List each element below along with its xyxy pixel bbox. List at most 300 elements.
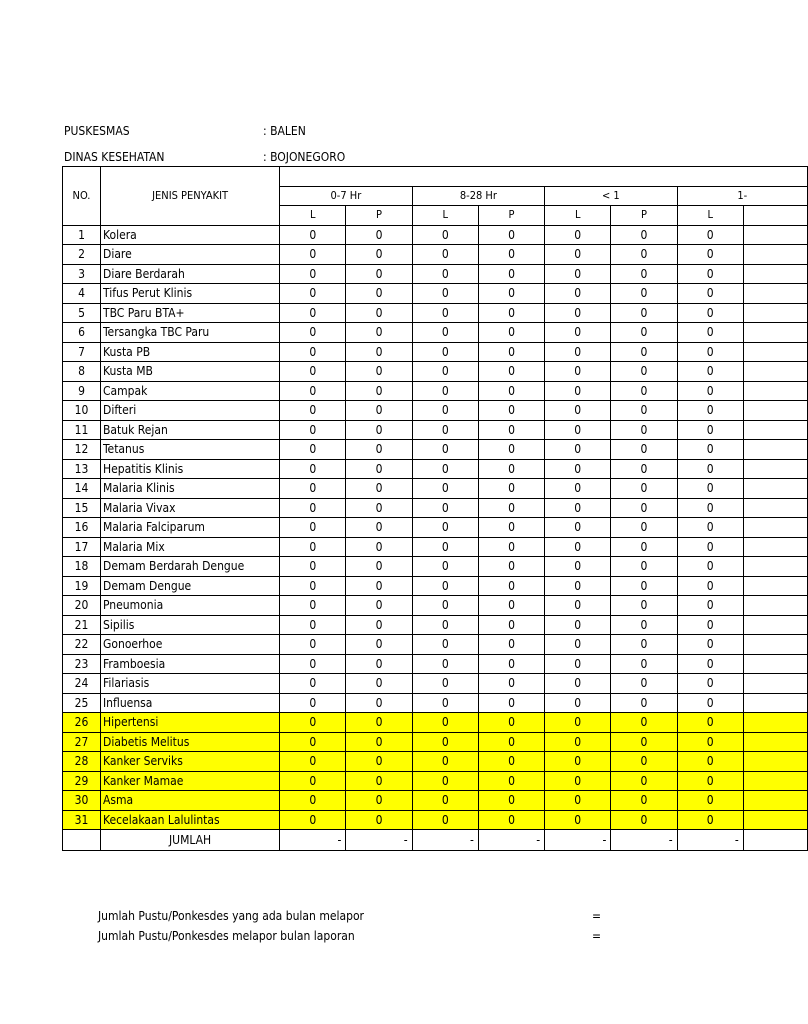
case-count: 0 — [412, 459, 478, 479]
footer-line2-eq: = — [592, 929, 602, 943]
case-count: 0 — [346, 791, 412, 811]
case-count: 0 — [478, 401, 544, 421]
total-value-cut — [743, 830, 807, 851]
case-count-cut — [743, 420, 807, 440]
table-row — [63, 576, 808, 596]
case-count: 0 — [412, 674, 478, 694]
row-number: 18 — [63, 557, 101, 577]
case-count: 0 — [280, 518, 346, 538]
case-count: 0 — [545, 284, 611, 304]
case-count: 0 — [280, 381, 346, 401]
case-count-cut — [743, 732, 807, 752]
case-count: 0 — [478, 342, 544, 362]
case-count: 0 — [346, 479, 412, 499]
case-count: 0 — [280, 342, 346, 362]
row-number: 17 — [63, 537, 101, 557]
row-number: 12 — [63, 440, 101, 460]
puskesmas-label: PUSKESMAS — [64, 124, 130, 138]
case-count: 0 — [280, 693, 346, 713]
row-number: 6 — [63, 323, 101, 343]
case-count: 0 — [677, 615, 743, 635]
case-count: 0 — [478, 596, 544, 616]
table-row — [63, 674, 808, 694]
table-row — [63, 362, 808, 382]
case-count: 0 — [346, 557, 412, 577]
case-count: 0 — [545, 810, 611, 830]
disease-name: Hepatitis Klinis — [101, 459, 280, 479]
table-row — [63, 537, 808, 557]
table-row — [63, 596, 808, 616]
case-count: 0 — [280, 732, 346, 752]
case-count: 0 — [346, 440, 412, 460]
total-label: JUMLAH — [101, 830, 280, 851]
table-row — [63, 498, 808, 518]
case-count: 0 — [412, 225, 478, 245]
case-count: 0 — [478, 635, 544, 655]
case-count: 0 — [611, 771, 677, 791]
case-count: 0 — [611, 557, 677, 577]
case-count: 0 — [280, 537, 346, 557]
case-count: 0 — [478, 771, 544, 791]
case-count: 0 — [611, 381, 677, 401]
case-count: 0 — [677, 323, 743, 343]
case-count: 0 — [280, 225, 346, 245]
case-count: 0 — [412, 264, 478, 284]
case-count: 0 — [412, 440, 478, 460]
case-count: 0 — [611, 674, 677, 694]
case-count: 0 — [677, 459, 743, 479]
case-count-cut — [743, 440, 807, 460]
table-row — [63, 284, 808, 304]
disease-name: Tersangka TBC Paru — [101, 323, 280, 343]
case-count: 0 — [545, 498, 611, 518]
case-count: 0 — [677, 342, 743, 362]
case-count-cut — [743, 791, 807, 811]
case-count-cut — [743, 810, 807, 830]
disease-table — [62, 166, 808, 851]
footer-line2-label: Jumlah Pustu/Ponkesdes melapor bulan laporan — [98, 929, 355, 943]
disease-name: Kusta MB — [101, 362, 280, 382]
case-count: 0 — [280, 674, 346, 694]
case-count: 0 — [412, 615, 478, 635]
case-count: 0 — [677, 732, 743, 752]
age-group-8-28: 8-28 Hr — [412, 186, 544, 206]
case-count: 0 — [346, 420, 412, 440]
case-count: 0 — [478, 479, 544, 499]
row-number: 10 — [63, 401, 101, 421]
case-count: 0 — [346, 303, 412, 323]
case-count: 0 — [611, 342, 677, 362]
total-value: - — [545, 830, 611, 851]
case-count: 0 — [412, 420, 478, 440]
case-count: 0 — [280, 596, 346, 616]
case-count: 0 — [677, 362, 743, 382]
case-count: 0 — [346, 284, 412, 304]
case-count: 0 — [677, 654, 743, 674]
case-count: 0 — [611, 752, 677, 772]
no-header: NO. — [63, 186, 101, 206]
case-count: 0 — [611, 245, 677, 265]
table-row — [63, 752, 808, 772]
case-count: 0 — [545, 420, 611, 440]
total-value: - — [611, 830, 677, 851]
case-count: 0 — [545, 576, 611, 596]
case-count-cut — [743, 713, 807, 733]
case-count: 0 — [346, 654, 412, 674]
case-count-cut — [743, 401, 807, 421]
case-count: 0 — [545, 225, 611, 245]
table-row — [63, 615, 808, 635]
case-count: 0 — [412, 518, 478, 538]
case-count-cut — [743, 284, 807, 304]
case-count: 0 — [346, 264, 412, 284]
case-count: 0 — [346, 810, 412, 830]
case-count: 0 — [412, 381, 478, 401]
case-count: 0 — [412, 284, 478, 304]
case-count: 0 — [412, 810, 478, 830]
disease-name: Asma — [101, 791, 280, 811]
case-count: 0 — [677, 713, 743, 733]
sex-label: P — [346, 206, 412, 226]
case-count: 0 — [677, 674, 743, 694]
case-count: 0 — [346, 752, 412, 772]
case-count-cut — [743, 576, 807, 596]
case-count-cut — [743, 518, 807, 538]
case-count: 0 — [478, 264, 544, 284]
total-value: - — [677, 830, 743, 851]
row-number: 16 — [63, 518, 101, 538]
total-value: - — [280, 830, 346, 851]
case-count: 0 — [611, 732, 677, 752]
case-count: 0 — [280, 459, 346, 479]
case-count: 0 — [280, 810, 346, 830]
case-count: 0 — [280, 752, 346, 772]
sex-label: L — [412, 206, 478, 226]
table-row — [63, 381, 808, 401]
row-number: 26 — [63, 713, 101, 733]
case-count: 0 — [611, 635, 677, 655]
case-count: 0 — [478, 791, 544, 811]
disease-name: Kanker Mamae — [101, 771, 280, 791]
table-row — [63, 440, 808, 460]
table-row — [63, 771, 808, 791]
table-row — [63, 245, 808, 265]
case-count: 0 — [478, 381, 544, 401]
case-count-cut — [743, 362, 807, 382]
case-count: 0 — [545, 479, 611, 499]
case-count: 0 — [478, 537, 544, 557]
row-number: 13 — [63, 459, 101, 479]
disease-name: Malaria Falciparum — [101, 518, 280, 538]
case-count: 0 — [346, 459, 412, 479]
case-count-cut — [743, 245, 807, 265]
case-count: 0 — [545, 537, 611, 557]
row-number: 29 — [63, 771, 101, 791]
case-count: 0 — [346, 381, 412, 401]
case-count: 0 — [478, 693, 544, 713]
case-count: 0 — [346, 635, 412, 655]
row-number: 7 — [63, 342, 101, 362]
case-count: 0 — [677, 264, 743, 284]
case-count-cut — [743, 674, 807, 694]
case-count-cut — [743, 557, 807, 577]
case-count: 0 — [478, 303, 544, 323]
case-count: 0 — [545, 791, 611, 811]
case-count: 0 — [280, 615, 346, 635]
case-count: 0 — [412, 537, 478, 557]
case-count: 0 — [545, 615, 611, 635]
disease-name: Diare Berdarah — [101, 264, 280, 284]
row-number: 28 — [63, 752, 101, 772]
no-header-top — [63, 167, 101, 187]
case-count: 0 — [611, 479, 677, 499]
disease-name: Hipertensi — [101, 713, 280, 733]
case-count: 0 — [478, 323, 544, 343]
case-count: 0 — [280, 284, 346, 304]
case-count: 0 — [611, 420, 677, 440]
case-count: 0 — [346, 732, 412, 752]
disease-name: Kolera — [101, 225, 280, 245]
case-count: 0 — [412, 498, 478, 518]
case-count: 0 — [611, 810, 677, 830]
case-count: 0 — [545, 342, 611, 362]
case-count: 0 — [478, 557, 544, 577]
case-count: 0 — [677, 771, 743, 791]
case-count: 0 — [677, 303, 743, 323]
table-row — [63, 264, 808, 284]
case-count: 0 — [412, 576, 478, 596]
row-number: 20 — [63, 596, 101, 616]
case-count: 0 — [611, 654, 677, 674]
case-count-cut — [743, 479, 807, 499]
case-count: 0 — [478, 713, 544, 733]
row-number: 9 — [63, 381, 101, 401]
case-count-cut — [743, 654, 807, 674]
case-count: 0 — [280, 557, 346, 577]
disease-name: Framboesia — [101, 654, 280, 674]
case-count: 0 — [280, 303, 346, 323]
row-number: 2 — [63, 245, 101, 265]
case-count: 0 — [478, 420, 544, 440]
case-count: 0 — [545, 323, 611, 343]
case-count: 0 — [280, 791, 346, 811]
case-count: 0 — [545, 557, 611, 577]
case-count: 0 — [677, 479, 743, 499]
case-count: 0 — [677, 693, 743, 713]
sex-label: L — [280, 206, 346, 226]
case-count: 0 — [280, 498, 346, 518]
case-count: 0 — [478, 362, 544, 382]
case-count: 0 — [545, 771, 611, 791]
case-count: 0 — [677, 752, 743, 772]
disease-name: Malaria Klinis — [101, 479, 280, 499]
table-row — [63, 557, 808, 577]
case-count: 0 — [545, 635, 611, 655]
case-count: 0 — [611, 440, 677, 460]
case-count: 0 — [611, 498, 677, 518]
case-count-cut — [743, 635, 807, 655]
table-row — [63, 323, 808, 343]
disease-name: Influensa — [101, 693, 280, 713]
case-count: 0 — [611, 401, 677, 421]
row-number: 24 — [63, 674, 101, 694]
table-row — [63, 401, 808, 421]
case-count: 0 — [677, 225, 743, 245]
disease-name: Tetanus — [101, 440, 280, 460]
case-count: 0 — [478, 576, 544, 596]
table-row — [63, 693, 808, 713]
case-count: 0 — [280, 771, 346, 791]
case-count: 0 — [478, 459, 544, 479]
total-value: - — [412, 830, 478, 851]
row-number: 3 — [63, 264, 101, 284]
case-count: 0 — [677, 596, 743, 616]
header-row-top — [63, 167, 808, 187]
case-count: 0 — [611, 537, 677, 557]
case-count: 0 — [545, 518, 611, 538]
table-row — [63, 420, 808, 440]
case-count: 0 — [545, 732, 611, 752]
table-row — [63, 810, 808, 830]
case-count: 0 — [412, 557, 478, 577]
case-count-cut — [743, 303, 807, 323]
case-count-cut — [743, 459, 807, 479]
case-count: 0 — [346, 401, 412, 421]
row-number: 31 — [63, 810, 101, 830]
case-count: 0 — [545, 264, 611, 284]
case-count: 0 — [412, 771, 478, 791]
case-count: 0 — [478, 498, 544, 518]
case-count: 0 — [677, 557, 743, 577]
row-number: 11 — [63, 420, 101, 440]
age-group-1-plus: 1- — [677, 186, 807, 206]
no-header-bottom — [63, 206, 101, 226]
case-count-cut — [743, 615, 807, 635]
case-count: 0 — [412, 342, 478, 362]
row-number: 8 — [63, 362, 101, 382]
case-count: 0 — [280, 245, 346, 265]
case-count: 0 — [346, 245, 412, 265]
table-row — [63, 654, 808, 674]
disease-name: Kusta PB — [101, 342, 280, 362]
disease-name: Gonoerhoe — [101, 635, 280, 655]
sex-label: L — [677, 206, 743, 226]
case-count-cut — [743, 323, 807, 343]
row-number: 1 — [63, 225, 101, 245]
name-header: JENIS PENYAKIT — [101, 186, 280, 206]
case-count: 0 — [677, 381, 743, 401]
table-row — [63, 342, 808, 362]
case-count-cut — [743, 498, 807, 518]
case-count: 0 — [478, 225, 544, 245]
row-number: 27 — [63, 732, 101, 752]
case-count: 0 — [478, 674, 544, 694]
case-count: 0 — [611, 693, 677, 713]
disease-name: Diare — [101, 245, 280, 265]
case-count: 0 — [346, 225, 412, 245]
case-count: 0 — [412, 752, 478, 772]
footer-line1-eq: = — [592, 909, 602, 923]
case-count: 0 — [545, 596, 611, 616]
case-count: 0 — [478, 810, 544, 830]
case-count: 0 — [677, 537, 743, 557]
case-count: 0 — [412, 303, 478, 323]
case-count: 0 — [677, 245, 743, 265]
table-row — [63, 479, 808, 499]
case-count: 0 — [545, 362, 611, 382]
row-number: 19 — [63, 576, 101, 596]
case-count: 0 — [412, 693, 478, 713]
case-count: 0 — [545, 752, 611, 772]
case-count: 0 — [412, 362, 478, 382]
case-count: 0 — [677, 635, 743, 655]
header-row-sex — [63, 206, 808, 226]
case-count-cut — [743, 225, 807, 245]
case-count: 0 — [677, 518, 743, 538]
footer-line1-label: Jumlah Pustu/Ponkesdes yang ada bulan melapor — [98, 909, 364, 923]
case-count: 0 — [346, 596, 412, 616]
table-row — [63, 225, 808, 245]
case-count: 0 — [478, 752, 544, 772]
case-count: 0 — [346, 674, 412, 694]
disease-name: Batuk Rejan — [101, 420, 280, 440]
row-number: 23 — [63, 654, 101, 674]
header-row-age — [63, 186, 808, 206]
sex-label: P — [478, 206, 544, 226]
disease-name: Campak — [101, 381, 280, 401]
row-number: 25 — [63, 693, 101, 713]
case-count-cut — [743, 752, 807, 772]
case-count: 0 — [677, 420, 743, 440]
case-count: 0 — [611, 225, 677, 245]
row-number: 4 — [63, 284, 101, 304]
case-count: 0 — [346, 713, 412, 733]
case-count: 0 — [280, 713, 346, 733]
table-row — [63, 459, 808, 479]
age-group-under-1: < 1 — [545, 186, 677, 206]
table-row — [63, 635, 808, 655]
row-number: 30 — [63, 791, 101, 811]
case-count: 0 — [478, 440, 544, 460]
case-count: 0 — [545, 440, 611, 460]
total-no — [63, 830, 101, 851]
total-value: - — [478, 830, 544, 851]
case-count: 0 — [611, 615, 677, 635]
sex-label: L — [545, 206, 611, 226]
case-count: 0 — [611, 576, 677, 596]
case-count: 0 — [280, 440, 346, 460]
sex-label-cut — [743, 206, 807, 226]
disease-name: Kecelakaan Lalulintas — [101, 810, 280, 830]
case-count: 0 — [412, 791, 478, 811]
case-count: 0 — [677, 401, 743, 421]
case-count: 0 — [677, 576, 743, 596]
name-header-top — [101, 167, 280, 187]
case-count-cut — [743, 381, 807, 401]
case-count: 0 — [478, 654, 544, 674]
dinas-label: DINAS KESEHATAN — [64, 150, 165, 164]
case-count: 0 — [611, 713, 677, 733]
table-row — [63, 732, 808, 752]
case-count-cut — [743, 596, 807, 616]
sex-label: P — [611, 206, 677, 226]
case-count: 0 — [611, 284, 677, 304]
case-count: 0 — [611, 791, 677, 811]
case-count: 0 — [280, 362, 346, 382]
case-count: 0 — [346, 576, 412, 596]
disease-name: Malaria Vivax — [101, 498, 280, 518]
case-count: 0 — [280, 264, 346, 284]
